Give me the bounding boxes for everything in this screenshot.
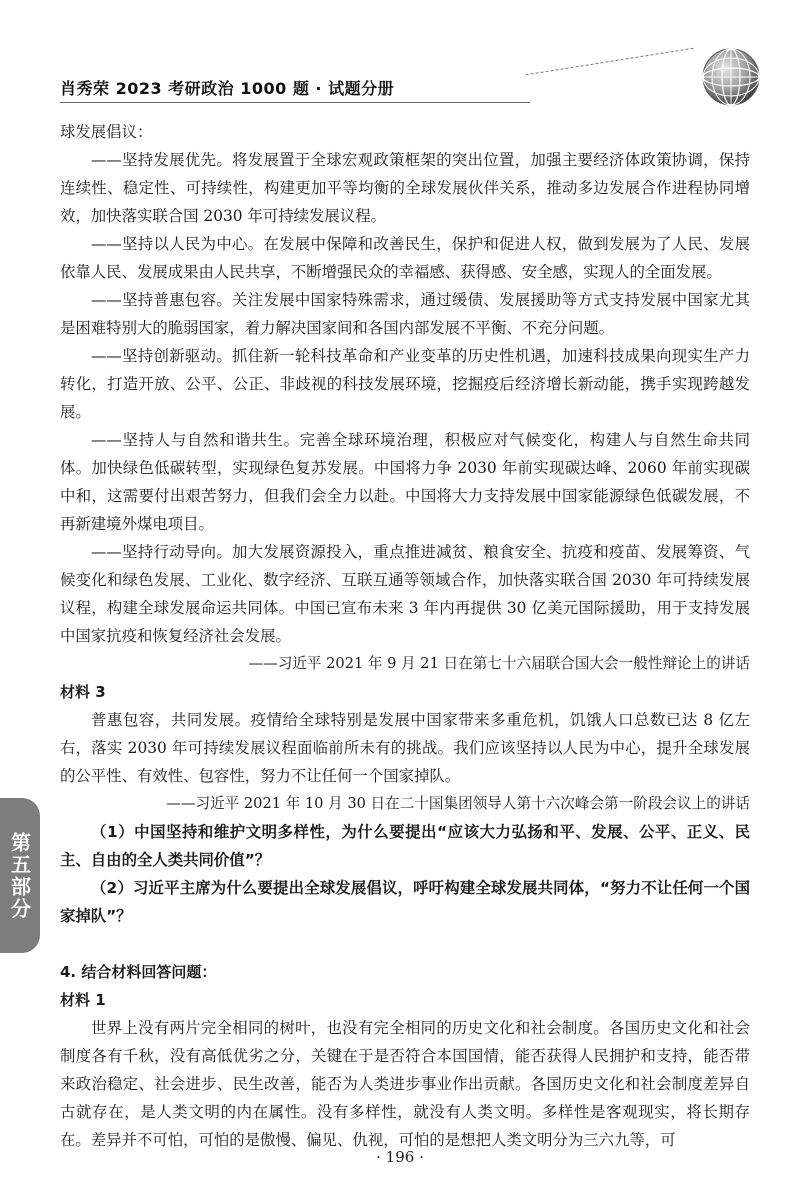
- paragraph: 世界上没有两片完全相同的树叶，也没有完全相同的历史文化和社会制度。各国历史文化和社会制度各有千秋，没有高低优劣之分，关键在于是否符合本国国情，能否获得人民拥护和支持，能否带来政治稳定、社会进步、民生改善，能否为人类进步事业作出贡献。各国历史文化和社会制度差异自古就存在，是人类文明的内在属性。没有多样性，就没有人类文明。多样性是客观现实，将长期存在。差异并不可怕，可怕的是傲慢、偏见、仇视，可怕的是想把人类文明分为三六九等，可: [60, 1019, 750, 1149]
- paragraph: ——坚持发展优先。将发展置于全球宏观政策框架的突出位置，加强主要经济体政策协调，保持连续性、稳定性、可持续性，构建更加平等均衡的全球发展伙伴关系，推动多边发展合作进程协同增效，加快落实联合国 2030 年可持续发展议程。: [60, 151, 750, 225]
- section-side-tab: [0, 798, 40, 953]
- question-2: （2）习近平主席为什么要提出全球发展倡议，呼吁构建全球发展共同体，“努力不让任何一个国家掉队”？: [60, 879, 750, 925]
- paragraph: 普惠包容，共同发展。疫情给全球特别是发展中国家带来多重危机，饥饿人口总数已达 8 亿左右，落实 2030 年可持续发展议程面临前所未有的挑战。我们应该坚持以人民为中心，提升全球发展的公平性、有效性、包容性，努力不让任何一个国家掉队。: [60, 711, 750, 785]
- header-rule: [60, 102, 530, 103]
- paragraph: ——坚持行动导向。加大发展资源投入，重点推进减贫、粮食安全、抗疫和疫苗、发展筹资、气候变化和绿色发展、工业化、数字经济、互联互通等领域合作，加快落实联合国 2030 年可持续发展议程，构建全球发展命运共同体。中国已宣布未来 3 年内再提供 30 亿美元国际援助，用于支持发展中国家抗疫和恢复经济社会发展。: [60, 543, 750, 645]
- citation: ——习近平 2021 年 10 月 30 日在二十国集团领导人第十六次峰会第一阶段会议上的讲话: [166, 795, 750, 812]
- paragraph: ——坚持人与自然和谐共生。完善全球环境治理，积极应对气候变化，构建人与自然生命共同体。加快绿色低碳转型，实现绿色复苏发展。中国将力争 2030 年前实现碳达峰、2060 年前实现碳中和，这需要付出艰苦努力，但我们会全力以赴。中国将大力支持发展中国家能源绿色低碳发展，不再新建境外煤电项目。: [60, 431, 750, 533]
- paragraph: ——坚持普惠包容。关注发展中国家特殊需求，通过缓债、发展援助等方式支持发展中国家尤其是困难特别大的脆弱国家，着力解决国家间和各国内部发展不平衡、不充分问题。: [60, 291, 750, 337]
- material-label: 材料 3: [60, 683, 106, 701]
- page-number: · 196 ·: [376, 1148, 424, 1166]
- paragraph: ——坚持以人民为中心。在发展中保障和改善民生，保护和促进人权，做到发展为了人民、发展依靠人民、发展成果由人民共享，不断增强民众的幸福感、获得感、安全感，实现人的全面发展。: [60, 235, 750, 281]
- paragraph: 球发展倡议：: [60, 123, 153, 141]
- section-4: [60, 958, 750, 1154]
- header-rule-dashed: [525, 48, 697, 103]
- side-tab-label: 第五部分: [7, 831, 32, 920]
- question-1: （1）中国坚持和维护文明多样性，为什么要提出“应该大力弘扬和平、发展、公平、正义、民主、自由的全人类共同价值”？: [60, 823, 750, 869]
- citation: ——习近平 2021 年 9 月 21 日在第七十六届联合国大会一般性辩论上的讲话: [248, 655, 750, 672]
- material-label: 材料 1: [60, 991, 106, 1009]
- header-title: 肖秀荣 2023 考研政治 1000 题 · 试题分册: [60, 79, 395, 98]
- globe-icon: [700, 46, 762, 108]
- question-heading: 4. 结合材料回答问题：: [60, 963, 217, 981]
- paragraph: ——坚持创新驱动。抓住新一轮科技革命和产业变革的历史性机遇，加速科技成果向现实生产力转化，打造开放、公平、公正、非歧视的科技发展环境，挖掘疫后经济增长新动能，携手实现跨越发展。: [60, 347, 750, 421]
- main-content: [60, 118, 750, 930]
- page-header: [60, 72, 760, 102]
